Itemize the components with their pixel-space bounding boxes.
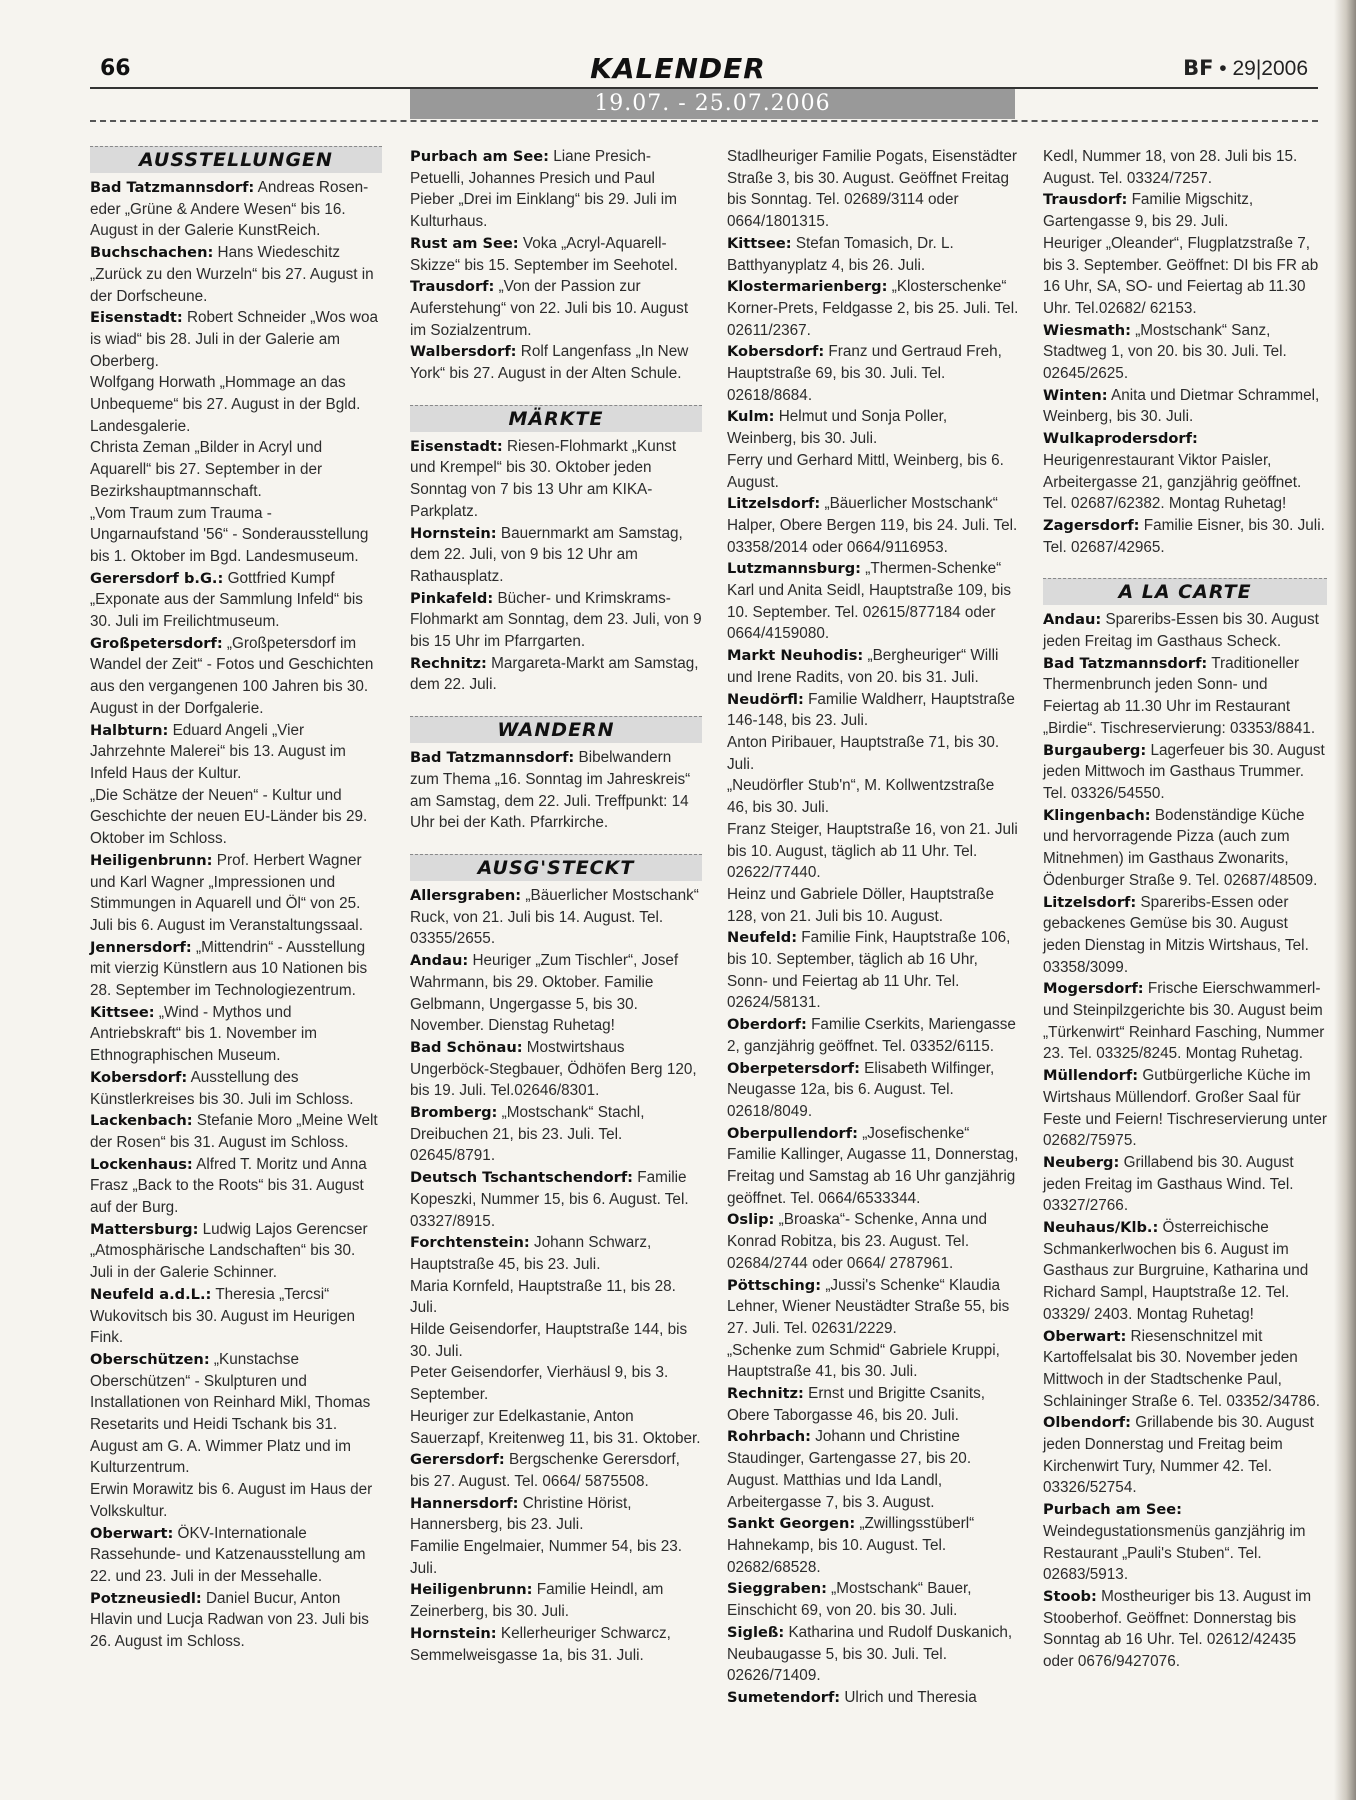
listing-entry bbox=[727, 406, 1019, 449]
entry-text: Weindegustationsmenüs ganzjährig im Restaurant „Pauli's Stuben“. Tel. 02683/5913. bbox=[1043, 1522, 1306, 1584]
entry-place: Neuberg: bbox=[1043, 1153, 1120, 1171]
listing-entry bbox=[727, 1209, 1019, 1274]
entry-text: Bodenständige Küche und hervorragende Pizza (auch zum Mitnehmen) im Gasthaus Zwonarits, Ödenburger Straße 9. Tel. 02687/48509. bbox=[1043, 806, 1318, 889]
entry-text: „Großpetersdorf im Wandel der Zeit“ - Fotos und Geschichten aus den vergangenen 100 Jahren bis 30. August in der Dorfgalerie. bbox=[90, 634, 374, 717]
entry-text: Familie Cserkits, Mariengasse 2, ganzjährig geöffnet. Tel. 03352/6115. bbox=[727, 1016, 1016, 1055]
entry-place: Winten: bbox=[1043, 386, 1108, 404]
entry-place: Bad Tatzmannsdorf: bbox=[410, 749, 575, 767]
entry-text: Liane Presich-Petuelli, Johannes Presich und Paul Pieber „Drei im Einklang“ bis 29. Juli im Kulturhaus. bbox=[410, 148, 677, 231]
entry-place: Buchschachen: bbox=[90, 244, 214, 262]
column-2 bbox=[410, 146, 702, 1666]
entry-text: Stefanie Moro „Meine Welt der Rosen“ bis 31. August im Schloss. bbox=[90, 1112, 378, 1151]
listing-entry bbox=[1043, 1152, 1327, 1217]
entry-place: Kobersdorf: bbox=[727, 343, 825, 361]
entry-place: Pöttsching: bbox=[727, 1276, 822, 1294]
entry-place: Wiesmath: bbox=[1043, 321, 1131, 339]
entry-place: Oberwart: bbox=[1043, 1327, 1127, 1345]
listing-entry bbox=[1043, 1217, 1327, 1326]
entry-place: Heiligenbrunn: bbox=[410, 1581, 533, 1599]
entry-text: „Josefischenke“ Familie Kallinger, Augasse 11, Donnerstag, Freitag und Samstag ab 16 Uhr ganzjährig geöffnet. Tel. 0664/6533344. bbox=[727, 1124, 1019, 1207]
entry-text: Robert Schneider „Wos woa is wiad“ bis 28. Juli in der Galerie am Oberberg. bbox=[90, 309, 378, 370]
entry-text: „Mostschank“ Sanz, Stadtweg 1, von 20. bis 30. Juli. Tel. 02645/2625. bbox=[1043, 321, 1287, 383]
entry-place: Sankt Georgen: bbox=[727, 1515, 856, 1533]
listing-entry bbox=[1043, 233, 1327, 320]
listing-entry bbox=[727, 1578, 1019, 1621]
issue-number: 29|2006 bbox=[1232, 57, 1308, 80]
column-3 bbox=[727, 146, 1019, 1709]
column-4 bbox=[1043, 146, 1327, 1673]
entry-text: „Jussi's Schenke“ Klaudia Lehner, Wiener Neustädter Straße 55, bis 27. Juli. Tel. 02631/2229. bbox=[727, 1276, 1010, 1337]
listing-entry bbox=[1043, 1326, 1327, 1413]
listing-entry bbox=[410, 747, 702, 834]
entry-place: Bad Tatzmannsdorf: bbox=[1043, 654, 1208, 672]
entry-place: Heiligenbrunn: bbox=[90, 851, 213, 869]
listing-entry bbox=[1043, 653, 1327, 740]
entry-place: Kobersdorf: bbox=[90, 1068, 188, 1086]
listing-entry bbox=[410, 1232, 702, 1275]
page-title: KALENDER bbox=[590, 52, 766, 85]
listing-entry bbox=[410, 1037, 702, 1102]
entry-place: Mogersdorf: bbox=[1043, 980, 1144, 998]
entry-place: Zagersdorf: bbox=[1043, 516, 1140, 534]
entry-text: Bauernmarkt am Samstag, dem 22. Juli, von 9 bis 12 Uhr am Rathausplatz. bbox=[410, 524, 683, 585]
entry-place: Rust am See: bbox=[410, 234, 519, 252]
entry-text: „Klosterschenke“ Korner-Prets, Feldgasse 2, bis 25. Juli. Tel. 02611/2367. bbox=[727, 278, 1019, 339]
listing-entry bbox=[90, 1523, 382, 1588]
listing-entry bbox=[727, 819, 1019, 884]
entry-text: Familie Engelmaier, Nummer 54, bis 23. Juli. bbox=[410, 1538, 683, 1577]
section-heading: A LA CARTE bbox=[1043, 578, 1327, 605]
listing-entry bbox=[727, 1383, 1019, 1426]
entry-text: Heuriger „Oleander“, Flugplatzstraße 7, bis 3. September. Geöffnet: DI bis FR ab 16 Uhr, SA, SO- und Feiertag ab 11.30 Uhr. Tel.02682/ 62153. bbox=[1043, 234, 1319, 317]
listing-entry bbox=[727, 732, 1019, 775]
entry-place: Stoob: bbox=[1043, 1588, 1097, 1605]
listing-entry bbox=[90, 1588, 382, 1653]
listing-entry bbox=[90, 372, 382, 437]
listing-entry bbox=[90, 937, 382, 1002]
listing-entry bbox=[90, 1067, 382, 1110]
entry-text: Christa Zeman „Bilder in Acryl und Aquarell“ bis 27. September in der Bezirkshauptmannschaft. bbox=[90, 439, 323, 500]
entry-place: Trausdorf: bbox=[1043, 191, 1128, 209]
listing-entry bbox=[1043, 320, 1327, 385]
listing-entry bbox=[727, 1014, 1019, 1057]
binding-edge-shadow bbox=[1334, 0, 1356, 1800]
entry-text: Theresia „Tercsi“ Wukovitsch bis 30. August im Heurigen Fink. bbox=[90, 1285, 355, 1347]
entry-text: Peter Geisendorfer, Vierhäusl 9, bis 3. September. bbox=[410, 1364, 669, 1404]
entry-text: Familie Kopeszki, Nummer 15, bis 6. August. Tel. 03327/8915. bbox=[410, 1169, 689, 1230]
entry-text: Christine Hörist, Hannersberg, bis 23. Juli. bbox=[410, 1494, 632, 1534]
listing-entry bbox=[410, 885, 702, 950]
listing-entry bbox=[727, 493, 1019, 558]
listing-entry bbox=[410, 1579, 702, 1622]
entry-text: „Bäuerlicher Mostschank“ Ruck, von 21. Juli bis 14. August. Tel. 03355/2655. bbox=[410, 886, 699, 948]
listing-entry bbox=[410, 1406, 702, 1449]
entry-place: Hornstein: bbox=[410, 1624, 497, 1642]
listing-entry bbox=[1043, 515, 1327, 558]
entry-text: Hans Wiedeschitz „Zurück zu den Wurzeln“ bis 27. August in der Dorfscheune. bbox=[90, 244, 374, 305]
entry-place: Bromberg: bbox=[410, 1104, 498, 1122]
entry-text: „Mittendrin“ - Ausstellung mit vierzig Künstlern aus 10 Nationen bis 28. September im Technologiezentrum. bbox=[90, 938, 368, 1000]
entry-text: Eduard Angeli „Vier Jahrzehnte Malerei“ bis 13. August im Infeld Haus der Kultur. bbox=[90, 721, 346, 782]
listing-entry bbox=[727, 884, 1019, 927]
listing-entry bbox=[1043, 189, 1327, 232]
entry-text: Elisabeth Wilfinger, Neugasse 12a, bis 6. August. Tel. 02618/8049. bbox=[727, 1059, 995, 1120]
entry-place: Oberdorf: bbox=[727, 1016, 807, 1034]
listing-entry bbox=[90, 1479, 382, 1522]
entry-text: Familie Fink, Hauptstraße 106, bis 10. September, täglich ab 16 Uhr, Sonn- und Feiertag ab 11 Uhr. Tel. 02624/58131. bbox=[727, 929, 1011, 1012]
listing-entry bbox=[90, 177, 382, 242]
listing-entry bbox=[1043, 428, 1327, 515]
listing-entry bbox=[727, 1123, 1019, 1210]
entry-text: Maria Kornfeld, Hauptstraße 11, bis 28. Juli. bbox=[410, 1277, 676, 1317]
entry-text: Ausstellung des Künstlerkreises bis 30. Juli im Schloss. bbox=[90, 1068, 354, 1108]
listing-entry bbox=[410, 1319, 702, 1362]
entry-place: Neufeld a.d.L.: bbox=[90, 1285, 212, 1303]
entry-place: Forchtenstein: bbox=[410, 1234, 530, 1252]
entry-place: Lackenbach: bbox=[90, 1112, 193, 1130]
entry-place: Pinkafeld: bbox=[410, 589, 494, 607]
entry-text: „Bäuerlicher Mostschank“ Halper, Obere Bergen 119, bis 24. Juli. Tel. 03358/2014 oder 0664/9116953. bbox=[727, 495, 1018, 556]
listing-entry bbox=[90, 1110, 382, 1153]
entry-text: Riesen-Flohmarkt „Kunst und Krempel“ bis 30. Oktober jeden Sonntag von 7 bis 13 Uhr am KIKA-Parkplatz. bbox=[410, 437, 677, 520]
entry-text: Ernst und Brigitte Csanits, Obere Taborgasse 46, bis 20. Juli. bbox=[727, 1385, 985, 1424]
entry-text: Ulrich und Theresia bbox=[844, 1688, 977, 1706]
entry-place: Kittsee: bbox=[727, 234, 792, 252]
entry-text: ÖKV-Internationale Rassehunde- und Katzenausstellung am 22. und 23. Juli in der Messehalle. bbox=[90, 1524, 366, 1585]
entry-place: Großpetersdorf: bbox=[90, 634, 223, 652]
entry-text: Andreas Rosen-eder „Grüne & Andere Wesen“ bis 16. August in der Galerie KunstReich. bbox=[90, 179, 369, 240]
entry-text: Johann und Christine Staudinger, Gartengasse 27, bis 20. August. Matthias und Ida Landl, Arbeitergasse 7, bis 3. August. bbox=[727, 1428, 972, 1511]
listing-entry bbox=[727, 276, 1019, 341]
listing-entry bbox=[90, 1349, 382, 1479]
listing-entry bbox=[410, 950, 702, 1037]
listing-entry bbox=[1043, 892, 1327, 979]
listing-entry bbox=[1043, 978, 1327, 1065]
listing-entry bbox=[1043, 1499, 1327, 1586]
entry-text: Franz und Gertraud Freh, Hauptstraße 69, bis 30. Juli. Tel. 02618/8684. bbox=[727, 343, 1002, 404]
entry-text: „Thermen-Schenke“ Karl und Anita Seidl, Hauptstraße 109, bis 10. September. Tel. 02615/877184 oder 0664/4159080. bbox=[727, 560, 1012, 643]
section-heading: AUSG'STECKT bbox=[410, 854, 702, 881]
entry-text: Wolfgang Horwath „Hommage an das Unbequeme“ bis 27. August in der Bgld. Landesgalerie. bbox=[90, 374, 361, 435]
entry-text: Spareribs-Essen bis 30. August jeden Freitag im Gasthaus Scheck. bbox=[1043, 611, 1319, 651]
listing-entry bbox=[90, 785, 382, 850]
entry-place: Kittsee: bbox=[90, 1003, 155, 1021]
listing-entry bbox=[90, 242, 382, 307]
listing-entry bbox=[727, 1275, 1019, 1340]
entry-place: Andau: bbox=[1043, 611, 1102, 629]
entry-text: Grillabend bis 30. August jeden Freitag im Gasthaus Wind. Tel. 03327/2766. bbox=[1043, 1153, 1294, 1215]
listing-entry bbox=[410, 233, 702, 276]
listing-entry bbox=[727, 146, 1019, 233]
listing-entry bbox=[90, 850, 382, 937]
entry-text: Grillabende bis 30. August jeden Donnerstag und Freitag beim Kirchenwirt Tury, Nummer 42. Tel. 03326/52754. bbox=[1043, 1414, 1314, 1497]
entry-text: Daniel Bucur, Anton Hlavin und Lucja Radwan von 23. Juli bis 26. August im Schloss. bbox=[90, 1589, 369, 1651]
entry-place: Mattersburg: bbox=[90, 1220, 199, 1238]
entry-place: Eisenstadt: bbox=[90, 309, 183, 327]
entry-text: Kedl, Nummer 18, von 28. Juli bis 15. August. Tel. 03324/7257. bbox=[1043, 148, 1298, 187]
entry-text: Anita und Dietmar Schrammel, Weinberg, bis 30. Juli. bbox=[1043, 386, 1320, 426]
entry-place: Neuhaus/Klb.: bbox=[1043, 1219, 1159, 1237]
entry-place: Andau: bbox=[410, 952, 469, 970]
entry-place: Bad Tatzmannsdorf: bbox=[90, 179, 255, 196]
listing-entry bbox=[410, 276, 702, 341]
entry-place: Bad Schönau: bbox=[410, 1038, 523, 1056]
entry-place: Deutsch Tschantschendorf: bbox=[410, 1169, 634, 1187]
entry-text: Erwin Morawitz bis 6. August im Haus der Volkskultur. bbox=[90, 1481, 373, 1520]
column-1 bbox=[90, 146, 382, 1653]
entry-place: Neufeld: bbox=[727, 929, 798, 947]
entry-text: Mostheuriger bis 13. August im Stooberhof. Geöffnet: Donnerstag bis Sonntag ab 16 Uhr. Tel. 02612/42435 oder 0676/9427076. bbox=[1043, 1588, 1312, 1671]
entry-text: Bücher- und Krimskrams-Flohmarkt am Sonntag, dem 23. Juli, von 9 bis 15 Uhr im Pfarrgarten. bbox=[410, 589, 702, 651]
listing-entry bbox=[90, 1284, 382, 1349]
section-heading: AUSSTELLUNGEN bbox=[90, 146, 382, 173]
listing-entry bbox=[410, 1276, 702, 1319]
entry-place: Oslip: bbox=[727, 1211, 775, 1229]
date-range-bar: 19.07. - 25.07.2006 bbox=[410, 89, 1015, 119]
entry-text: Voka „Acryl-Aquarell-Skizze“ bis 15. September im Seehotel. bbox=[410, 234, 678, 274]
entry-place: Sigleß: bbox=[727, 1623, 785, 1641]
listing-entry bbox=[727, 1513, 1019, 1578]
entry-place: Müllendorf: bbox=[1043, 1067, 1139, 1085]
listing-entry bbox=[1043, 1412, 1327, 1499]
listing-entry bbox=[410, 653, 702, 696]
entry-text: Riesenschnitzel mit Kartoffelsalat bis 30. November jeden Mittwoch in der Stadtschenke Paul, Schlaininger Straße 6. Tel. 03352/34786. bbox=[1043, 1327, 1320, 1410]
entry-place: Oberpetersdorf: bbox=[727, 1059, 860, 1077]
entry-text: „Kunstachse Oberschützen“ - Skulpturen und Installationen von Reinhard Mikl, Thomas Resetarits und Heidi Tschank bis 31. August am G. A. Wimmer Platz und im Kulturzentrum. bbox=[90, 1350, 371, 1477]
entry-place: Klostermarienberg: bbox=[727, 278, 888, 296]
entry-text: Helmut und Sonja Poller, Weinberg, bis 30. Juli. bbox=[727, 408, 948, 448]
entry-text: Traditioneller Thermenbrunch jeden Sonn- und Feiertag ab 11.30 Uhr im Restaurant „Birdie“. Tischreservierung: 03353/8841. bbox=[1043, 654, 1316, 737]
entry-place: Markt Neuhodis: bbox=[727, 647, 864, 665]
entry-place: Gerersdorf: bbox=[410, 1451, 505, 1469]
entry-text: Ferry und Gerhard Mittl, Weinberg, bis 6. August. bbox=[727, 451, 1004, 491]
entry-text: Familie Migschitz, Gartengasse 9, bis 29. Juli. bbox=[1043, 191, 1254, 231]
entry-place: Purbach am See: bbox=[410, 148, 549, 165]
entry-place: Rechnitz: bbox=[727, 1385, 804, 1403]
listing-entry bbox=[727, 450, 1019, 493]
listing-entry bbox=[410, 1362, 702, 1405]
entry-place: Purbach am See: bbox=[1043, 1501, 1182, 1519]
listing-entry bbox=[90, 720, 382, 785]
entry-text: Mostwirtshaus Ungerböck-Stegbauer, Ödhöfen Berg 120, bis 19. Juli. Tel.02646/8301. bbox=[410, 1038, 697, 1100]
entry-place: Klingenbach: bbox=[1043, 806, 1151, 824]
listing-entry bbox=[727, 689, 1019, 732]
listing-entry bbox=[410, 588, 702, 653]
entry-place: Hannersdorf: bbox=[410, 1494, 519, 1512]
listing-entry bbox=[727, 233, 1019, 276]
entry-text: Prof. Herbert Wagner und Karl Wagner „Impressionen und Stimmungen in Aquarell und Öl“ von 25. Juli bis 6. August im Veranstaltungssaal. bbox=[90, 851, 363, 934]
entry-place: Halbturn: bbox=[90, 721, 169, 739]
entry-place: Oberwart: bbox=[90, 1524, 174, 1542]
entry-text: Österreichische Schmankerlwochen bis 6. August im Gasthaus zur Burgruine, Katharina und Richard Sampl, Hauptstraße 12. Tel. 03329/ 2403. Montag Ruhetag! bbox=[1043, 1219, 1309, 1323]
entry-text: „Schenke zum Schmid“ Gabriele Kruppi, Hauptstraße 41, bis 30. Juli. bbox=[727, 1341, 1000, 1381]
entry-text: Hilde Geisendorfer, Hauptstraße 144, bis 30. Juli. bbox=[410, 1321, 688, 1360]
entry-place: Rechnitz: bbox=[410, 654, 487, 672]
page-number: 66 bbox=[100, 56, 131, 81]
entry-text: Gottfried Kumpf „Exponate aus der Sammlung Infeld“ bis 30. Juli im Freilichtmuseum. bbox=[90, 569, 363, 631]
listing-entry bbox=[727, 1426, 1019, 1513]
listing-entry bbox=[90, 503, 382, 568]
entry-text: „Broaska“- Schenke, Anna und Konrad Robitza, bis 23. August. Tel. 02684/2744 oder 0664/ 2787961. bbox=[727, 1211, 987, 1272]
entry-text: Stadlheuriger Familie Pogats, Eisenstädter Straße 3, bis 30. August. Geöffnet Freitag bis Sonntag. Tel. 02689/3114 oder 0664/1801315. bbox=[727, 148, 1017, 231]
entry-text: Johann Schwarz, Hauptstraße 45, bis 23. Juli. bbox=[410, 1234, 652, 1273]
entry-text: Familie Waldherr, Hauptstraße 146-148, bis 23. Juli. bbox=[727, 690, 1015, 730]
entry-text: Margareta-Markt am Samstag, dem 22. Juli. bbox=[410, 654, 699, 694]
entry-text: Spareribs-Essen oder gebackenes Gemüse bis 30. August jeden Dienstag in Mitzis Wirtshaus, Tel. 03358/3099. bbox=[1043, 893, 1309, 976]
entry-text: „Zwillingsstüberl“ Hahnekamp, bis 10. August. Tel. 02682/68528. bbox=[727, 1515, 975, 1576]
entry-place: Allersgraben: bbox=[410, 886, 522, 904]
entry-text: Frische Eierschwammerl- und Steinpilzgerichte bis 30. August beim „Türkenwirt“ Reinhard Fasching, Nummer 23. Tel. 03325/8245. Montag Ruhetag. bbox=[1043, 980, 1325, 1063]
listing-entry bbox=[410, 1623, 702, 1666]
listing-entry bbox=[1043, 740, 1327, 805]
entry-text: „Mostschank“ Bauer, Einschicht 69, von 20. bis 30. Juli. bbox=[727, 1580, 972, 1620]
entry-text: Stefan Tomasich, Dr. L. Batthyanyplatz 4, bis 26. Juli. bbox=[727, 234, 954, 274]
listing-entry bbox=[727, 341, 1019, 406]
entry-place: Sieggraben: bbox=[727, 1580, 827, 1598]
section-heading: MÄRKTE bbox=[410, 405, 702, 432]
listing-entry bbox=[727, 927, 1019, 1014]
entry-text: Ludwig Lajos Gerencser „Atmosphärische Landschaften“ bis 30. Juli in der Galerie Schinner. bbox=[90, 1220, 368, 1282]
listing-entry bbox=[727, 1340, 1019, 1383]
entry-place: Hornstein: bbox=[410, 524, 497, 542]
entry-text: Bibelwandern zum Thema „16. Sonntag im Jahreskreis“ am Samstag, dem 22. Juli. Treffpunkt: 14 Uhr bei der Kath. Pfarrkirche. bbox=[410, 749, 691, 832]
entry-text: „Vom Traum zum Trauma - Ungarnaufstand '56“ - Sonderausstellung bis 1. Oktober im Bgd. Landesmuseum. bbox=[90, 504, 369, 565]
entry-place: Jennersdorf: bbox=[90, 938, 192, 956]
entry-place: Oberpullendorf: bbox=[727, 1124, 858, 1142]
entry-text: Lagerfeuer bis 30. August jeden Mittwoch im Gasthaus Trummer. Tel. 03326/54550. bbox=[1043, 741, 1325, 802]
entry-place: Trausdorf: bbox=[410, 278, 495, 296]
entry-text: Heuriger „Zum Tischler“, Josef Wahrmann, bis 29. Oktober. Familie Gelbmann, Ungergasse 5, bis 30. November. Dienstag Ruhetag! bbox=[410, 952, 679, 1035]
entry-text: Anton Piribauer, Hauptstraße 71, bis 30. Juli. bbox=[727, 733, 1000, 773]
issue-brand: BF bbox=[1183, 56, 1214, 80]
entry-text: Franz Steiger, Hauptstraße 16, von 21. Juli bis 10. August, täglich ab 11 Uhr. Tel. 02622/77440. bbox=[727, 820, 1018, 882]
entry-text: „Die Schätze der Neuen“ - Kultur und Geschichte der neuen EU-Länder bis 29. Oktober im Schloss. bbox=[90, 786, 368, 848]
entry-place: Olbendorf: bbox=[1043, 1414, 1131, 1432]
entry-text: Gutbürgerliche Küche im Wirtshaus Müllendorf. Großer Saal für Feste und Feiern! Tischreservierung unter 02682/75975. bbox=[1043, 1067, 1327, 1150]
entry-text: „Neudörfler Stub'n“, M. Kollwentzstraße 46, bis 30. Juli. bbox=[727, 777, 995, 817]
entry-place: Eisenstadt: bbox=[410, 437, 503, 455]
listing-entry bbox=[90, 1219, 382, 1284]
entry-text: Alfred T. Moritz und Anna Frasz „Back to the Roots“ bis 31. August auf der Burg. bbox=[90, 1155, 367, 1217]
listing-entry bbox=[727, 775, 1019, 818]
entry-text: Katharina und Rudolf Duskanich, Neubaugasse 5, bis 30. Juli. Tel. 02626/71409. bbox=[727, 1623, 1013, 1685]
entry-text: Familie Heindl, am Zeinerberg, bis 30. Juli. bbox=[410, 1581, 664, 1621]
listing-entry bbox=[727, 645, 1019, 688]
entry-place: Burgauberg: bbox=[1043, 741, 1147, 759]
entry-place: Litzelsdorf: bbox=[1043, 893, 1137, 911]
entry-place: Lutzmannsburg: bbox=[727, 560, 861, 578]
entry-place: Wulkaprodersdorf: bbox=[1043, 430, 1198, 448]
listing-entry bbox=[727, 1058, 1019, 1123]
entry-text: Heinz und Gabriele Döller, Hauptstraße 128, von 21. Juli bis 10. August. bbox=[727, 885, 994, 925]
entry-text: „Bergheuriger“ Willi und Irene Radits, von 20. bis 31. Juli. bbox=[727, 647, 999, 686]
entry-place: Neudörfl: bbox=[727, 690, 804, 708]
entry-place: Kulm: bbox=[727, 408, 775, 426]
entry-text: Familie Eisner, bis 30. Juli. Tel. 02687/42965. bbox=[1043, 516, 1325, 556]
listing-entry bbox=[410, 1536, 702, 1579]
listing-entry bbox=[410, 1449, 702, 1492]
entry-place: Gerersdorf b.G.: bbox=[90, 569, 224, 587]
listing-entry bbox=[1043, 385, 1327, 428]
listing-entry bbox=[1043, 1586, 1327, 1673]
issue-separator: • bbox=[1219, 57, 1227, 80]
listing-entry bbox=[1043, 805, 1327, 892]
entry-text: Rolf Langenfass „In New York“ bis 27. August in der Alten Schule. bbox=[410, 343, 689, 383]
listing-entry bbox=[410, 146, 702, 233]
listing-entry bbox=[410, 523, 702, 588]
entry-text: „Von der Passion zur Auferstehung“ von 22. Juli bis 10. August im Sozialzentrum. bbox=[410, 278, 689, 339]
entry-text: „Mostschank“ Stachl, Dreibuchen 21, bis 23. Juli. Tel. 02645/8791. bbox=[410, 1104, 645, 1165]
section-heading: WANDERN bbox=[410, 716, 702, 743]
entry-place: Litzelsdorf: bbox=[727, 495, 821, 513]
entry-place: Lockenhaus: bbox=[90, 1155, 193, 1173]
listing-entry bbox=[90, 307, 382, 372]
listing-entry bbox=[90, 633, 382, 720]
entry-text: „Wind - Mythos und Antriebskraft“ bis 1. November im Ethnographischen Museum. bbox=[90, 1003, 317, 1065]
entry-text: Heurigenrestaurant Viktor Paisler, Arbeitergasse 21, ganzjährig geöffnet. Tel. 02687/62382. Montag Ruhetag! bbox=[1043, 451, 1302, 513]
listing-entry bbox=[410, 341, 702, 384]
listing-entry bbox=[727, 1687, 1019, 1709]
entry-place: Oberschützen: bbox=[90, 1350, 210, 1368]
entry-place: Potzneusiedl: bbox=[90, 1589, 202, 1607]
listing-entry bbox=[1043, 146, 1327, 189]
issue-label bbox=[1183, 56, 1308, 81]
entry-text: Heuriger zur Edelkastanie, Anton Sauerzapf, Kreitenweg 11, bis 31. Oktober. bbox=[410, 1407, 701, 1447]
listing-entry bbox=[727, 558, 1019, 645]
listing-entry bbox=[90, 437, 382, 502]
entry-text: Bergschenke Gerersdorf, bis 27. August. Tel. 0664/ 5875508. bbox=[410, 1451, 680, 1490]
entry-text: Kellerheuriger Schwarcz, Semmelweisgasse 1a, bis 31. Juli. bbox=[410, 1624, 671, 1664]
listing-entry bbox=[727, 1622, 1019, 1687]
entry-place: Sumetendorf: bbox=[727, 1688, 841, 1706]
entry-place: Walbersdorf: bbox=[410, 343, 517, 361]
entry-place: Rohrbach: bbox=[727, 1428, 812, 1446]
header-dashed-rule bbox=[90, 120, 1318, 122]
listing-entry bbox=[410, 1493, 702, 1536]
listing-entry bbox=[90, 568, 382, 633]
listing-entry bbox=[410, 436, 702, 523]
listing-entry bbox=[410, 1102, 702, 1167]
listing-entry bbox=[90, 1002, 382, 1067]
listing-entry bbox=[410, 1167, 702, 1232]
listing-entry bbox=[1043, 1065, 1327, 1152]
listing-entry bbox=[1043, 609, 1327, 652]
listing-entry bbox=[90, 1154, 382, 1219]
